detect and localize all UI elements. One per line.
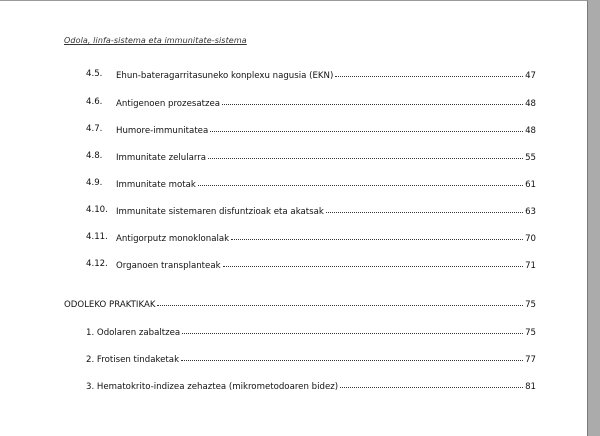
toc-leader-dots bbox=[157, 295, 523, 306]
toc-subentry[interactable] bbox=[0, 378, 587, 392]
toc-subentry[interactable] bbox=[0, 324, 587, 338]
toc-entry-title: Humore-immunitatea bbox=[116, 126, 209, 136]
toc-entry-number: 4.11. bbox=[86, 232, 108, 242]
toc-entry-page: 48 bbox=[525, 99, 536, 109]
toc-leader-dots bbox=[210, 121, 523, 132]
toc-entry-page: 61 bbox=[525, 180, 536, 190]
toc-leader-dots bbox=[340, 377, 523, 388]
toc-entry-title: Immunitate zelularra bbox=[116, 153, 207, 163]
toc-entry-title: Organoen transplanteak bbox=[116, 261, 221, 271]
toc-entry[interactable] bbox=[0, 230, 587, 244]
toc-entry-number: 4.12. bbox=[86, 259, 108, 269]
toc-entry-title: Immunitate motak bbox=[116, 180, 196, 190]
toc-subentry-title: 3. Hematokrito-indizea zehaztea (mikrometodoaren bidez) bbox=[86, 382, 339, 392]
toc-entry-number: 4.7. bbox=[86, 124, 103, 134]
toc-entry-number: 4.6. bbox=[86, 97, 103, 107]
toc-entry[interactable] bbox=[0, 149, 587, 163]
toc-entry[interactable] bbox=[0, 95, 587, 109]
toc-leader-dots bbox=[222, 94, 523, 105]
toc-subentry-page: 77 bbox=[525, 355, 536, 365]
toc-entry[interactable] bbox=[0, 257, 587, 271]
toc-leader-dots bbox=[182, 323, 523, 334]
toc-subentry-title: 1. Odolaren zabaltzea bbox=[86, 328, 181, 338]
toc-entry-page: 55 bbox=[525, 153, 536, 163]
toc-entry-page: 70 bbox=[525, 234, 536, 244]
toc-section-page: 75 bbox=[525, 300, 536, 310]
toc-entry-page: 48 bbox=[525, 126, 536, 136]
toc-entry-title: Ehun-bateragarritasuneko konplexu nagusia (EKN) bbox=[116, 71, 334, 81]
toc-leader-dots bbox=[208, 148, 523, 159]
toc-entry[interactable] bbox=[0, 122, 587, 136]
toc-entry-number: 4.9. bbox=[86, 178, 103, 188]
toc-entry[interactable] bbox=[0, 67, 587, 81]
toc-entry-page: 71 bbox=[525, 261, 536, 271]
toc-subentry-page: 75 bbox=[525, 328, 536, 338]
toc-leader-dots bbox=[335, 66, 523, 77]
toc-entry-title: Antigenoen prozesatzea bbox=[116, 99, 221, 109]
toc-entry-title: Immunitate sistemaren disfuntzioak eta akatsak bbox=[116, 207, 324, 217]
toc-leader-dots bbox=[231, 229, 523, 240]
toc-entry[interactable] bbox=[0, 203, 587, 217]
toc-section-title: ODOLEKO PRAKTIKAK bbox=[64, 300, 156, 310]
toc-entry[interactable] bbox=[0, 176, 587, 190]
toc-entry-title: Antigorputz monoklonalak bbox=[116, 234, 230, 244]
toc-subentry-title: 2. Frotisen tindaketak bbox=[86, 355, 180, 365]
toc-entry-number: 4.5. bbox=[86, 69, 103, 79]
toc-entry-page: 47 bbox=[525, 71, 536, 81]
toc-section[interactable] bbox=[0, 296, 587, 310]
toc-entry-number: 4.10. bbox=[86, 205, 108, 215]
toc-entry-page: 63 bbox=[525, 207, 536, 217]
toc-subentry[interactable] bbox=[0, 351, 587, 365]
page-header: Odola, linfa-sistema eta immunitate-sistema bbox=[64, 36, 247, 45]
toc-leader-dots bbox=[181, 350, 523, 361]
toc-entry-number: 4.8. bbox=[86, 151, 103, 161]
toc-leader-dots bbox=[198, 175, 523, 186]
toc-leader-dots bbox=[223, 256, 523, 267]
toc-subentry-page: 81 bbox=[525, 382, 536, 392]
toc-leader-dots bbox=[326, 202, 523, 213]
